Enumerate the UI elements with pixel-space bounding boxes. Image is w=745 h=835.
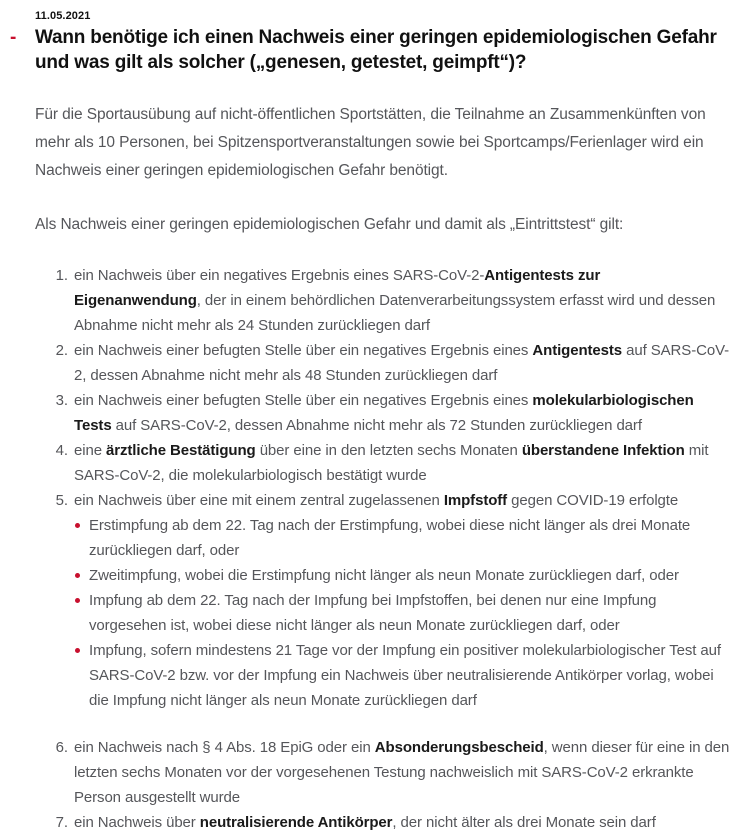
emphasized-text: Antigentests (532, 342, 623, 359)
regular-text: auf SARS-CoV-2, dessen Abnahme nicht mehr als 72 Stunden zurückliegen darf (111, 417, 642, 434)
emphasized-text: molekularbiologischen Tests (74, 392, 694, 434)
regular-text: mit SARS-CoV-2, die molekularbiologisch bestätigt wurde (74, 442, 709, 484)
regular-text: auf SARS-CoV-2, dessen Abnahme nicht mehr als 48 Stunden zurückliegen darf (74, 342, 730, 384)
regular-text: , der nicht älter als drei Monate sein darf (392, 814, 656, 831)
answer-content (0, 101, 745, 835)
regular-text: , wenn dieser für eine in den letzten sechs Monaten vor der vorgesehenen Testung nachweislich mit SARS-CoV-2 erkrankte Person ausgestellt wurde (74, 739, 730, 806)
proof-list-item (72, 263, 731, 338)
proof-list-item (72, 488, 731, 713)
regular-text: gegen COVID-19 erfolgte (507, 492, 679, 509)
emphasized-text: Antigentests zur Eigenanwendung (74, 267, 601, 309)
accordion-question[interactable] (0, 25, 745, 75)
regular-text: eine (74, 442, 107, 459)
emphasized-text: überstandene Infektion (521, 442, 685, 459)
proof-list (35, 263, 731, 835)
proof-list-item (72, 438, 731, 488)
regular-text: ein Nachweis einer befugten Stelle über ein negatives Ergebnis eines (74, 392, 533, 409)
regular-text: , der in einem behördlichen Datenverarbeitungssystem erfasst wird und dessen Abnahme nicht mehr als 24 Stunden zurückliegen darf (74, 292, 716, 334)
regular-text: ein Nachweis über (74, 814, 200, 831)
faq-page (0, 10, 745, 831)
regular-text: ein Nachweis über eine mit einem zentral zugelassenen (74, 492, 444, 509)
vaccination-sublist (74, 513, 731, 713)
emphasized-text: Absonderungsbescheid (374, 739, 544, 756)
proof-list-item (72, 388, 731, 438)
collapse-minus-icon[interactable]: - (10, 27, 17, 48)
regular-text: ein Nachweis über ein negatives Ergebnis eines SARS-CoV-2- (74, 267, 485, 284)
vaccination-sublist-item: Erstimpfung ab dem 22. Tag nach der Erstimpfung, wobei diese nicht länger als drei Monate zurückliegen darf, oder (74, 513, 731, 563)
vaccination-sublist-item: Impfung, sofern mindestens 21 Tage vor der Impfung ein positiver molekularbiologischer Test auf SARS-CoV-2 bzw. vor der Impfung ein Nachweis über neutralisierende Antikörper vorlag, wobei die Impfung nicht länger als neun Monate zurückliegen darf (74, 638, 731, 713)
question-title[interactable]: Wann benötige ich einen Nachweis einer geringen epidemiologischen Gefahr und was gilt als solcher („genesen, getestet, geimpft“)? (35, 27, 717, 73)
emphasized-text: Impfstoff (443, 492, 508, 509)
vaccination-sublist-item: Impfung ab dem 22. Tag nach der Impfung bei Impfstoffen, bei denen nur eine Impfung vorgesehen ist, wobei diese nicht länger als neun Monate zurückliegen darf, oder (74, 588, 731, 638)
regular-text: ein Nachweis einer befugten Stelle über ein negatives Ergebnis eines (74, 342, 533, 359)
vaccination-sublist-item: Zweitimpfung, wobei die Erstimpfung nicht länger als neun Monate zurückliegen darf, oder (74, 563, 731, 588)
regular-text: ein Nachweis nach § 4 Abs. 18 EpiG oder ein (74, 739, 375, 756)
intro-paragraph: Für die Sportausübung auf nicht-öffentlichen Sportstätten, die Teilnahme an Zusammenkünften von mehr als 10 Personen, bei Spitzensportveranstaltungen sowie bei Sportcamps/Ferienlager wird ein Nachweis einer geringen epidemiologischen Gefahr benötigt. (35, 106, 706, 179)
emphasized-text: neutralisierende Antikörper (199, 814, 393, 831)
date-label: 11.05.2021 (35, 10, 91, 22)
proof-list-item (72, 810, 731, 835)
proof-list-item (72, 338, 731, 388)
list-lead-paragraph: Als Nachweis einer geringen epidemiologischen Gefahr und damit als „Eintrittstest“ gilt: (35, 216, 624, 233)
regular-text: über eine in den letzten sechs Monaten (255, 442, 522, 459)
emphasized-text: ärztliche Bestätigung (106, 442, 256, 459)
